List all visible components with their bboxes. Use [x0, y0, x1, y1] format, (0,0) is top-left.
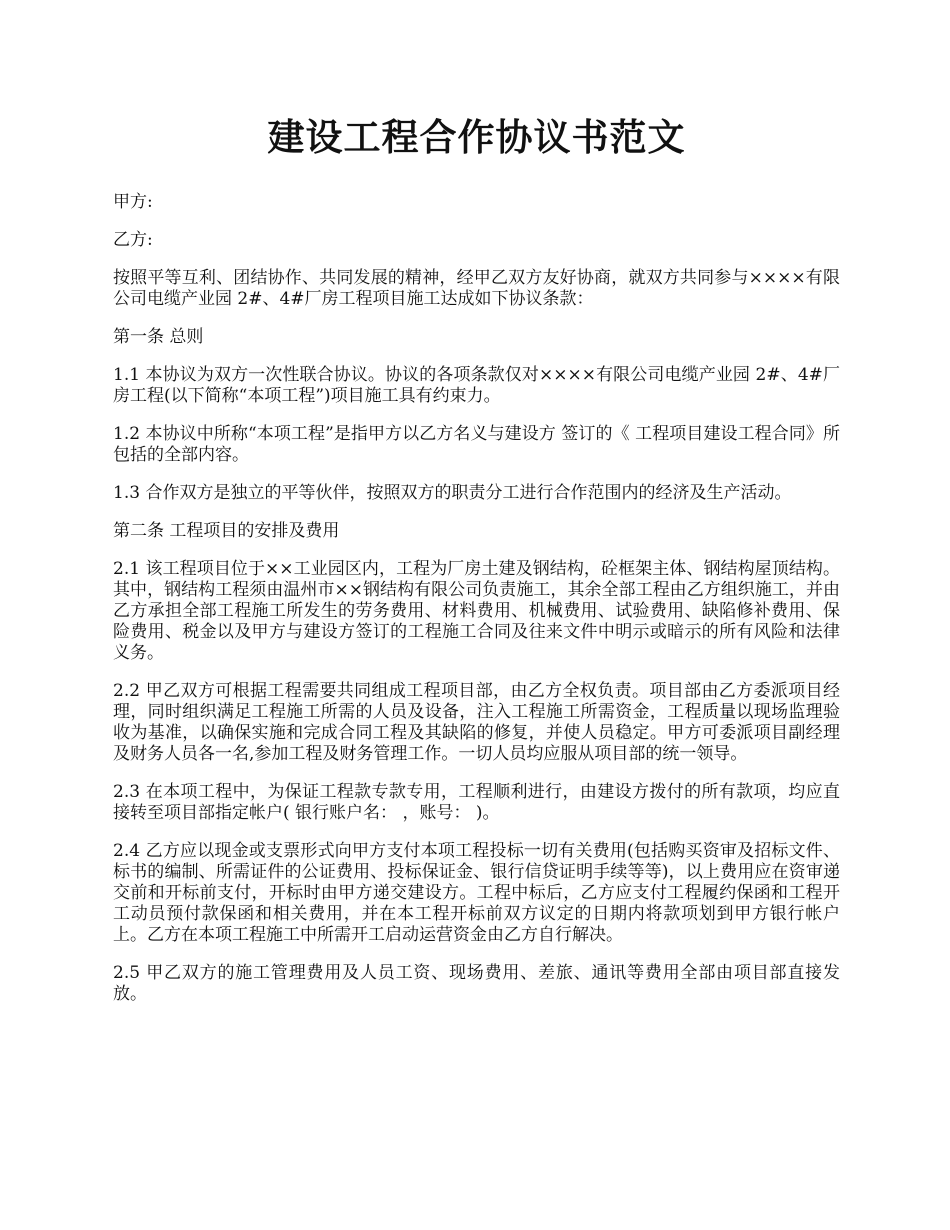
document-title: 建设工程合作协议书范文: [267, 115, 686, 159]
clause-1-2: 1.2 本协议中所称“本项工程”是指甲方以乙方名义与建设方 签订的《 工程项目建设工程合同》所包括的全部内容。: [113, 424, 840, 465]
clause-2-3: 2.3 在本项工程中，为保证工程款专款专用，工程顺利进行，由建设方拨付的所有款项，均应直接转至项目部指定帐户( 银行账户名： ，账号： )。: [113, 782, 840, 823]
clause-2-5: 2.5 甲乙双方的施工管理费用及人员工资、现场费用、差旅、通讯等费用全部由项目部直接发放。: [113, 963, 840, 1004]
clause-2-2: 2.2 甲乙双方可根据工程需要共同组成工程项目部，由乙方全权负责。项目部由乙方委派项目经理，同时组织满足工程施工所需的人员及设备，注入工程施工所需资金，工程质量以现场监理验收为基准，以确保实施和完成合同工程及其缺陷的修复，并使人员稳定。甲方可委派项目副经理及财务人员各一名,参加工程及财务管理工作。一切人员均应服从项目部的统一领导。: [113, 681, 840, 764]
clause-1-1: 1.1 本协议为双方一次性联合协议。协议的各项条款仅对××××有限公司电缆产业园 2#、4#厂房工程(以下简称“本项工程”)项目施工具有约束力。: [113, 365, 840, 406]
clause-2-1: 2.1 该工程项目位于××工业园区内，工程为厂房土建及钢结构，砼框架主体、钢结构屋顶结构。其中，钢结构工程须由温州市××钢结构有限公司负责施工，其余全部工程由乙方组织施工，并由乙方承担全部工程施工所发生的劳务费用、材料费用、机械费用、试验费用、缺陷修补费用、保险费用、税金以及甲方与建设方签订的工程施工合同及往来文件中明示或暗示的所有风险和法律义务。: [113, 559, 840, 663]
clause-1-3: 1.3 合作双方是独立的平等伙伴，按照双方的职责分工进行合作范围内的经济及生产活动。: [113, 483, 792, 503]
article-2-heading: 第二条 工程项目的安排及费用: [113, 521, 340, 541]
article-1-heading: 第一条 总则: [113, 327, 204, 347]
party-b-line: 乙方:: [113, 230, 153, 250]
document-page: [113, 108, 840, 1022]
preamble-paragraph: 按照平等互利、团结协作、共同发展的精神，经甲乙双方友好协商，就双方共同参与××××有限公司电缆产业园 2#、4#厂房工程项目施工达成如下协议条款：: [113, 268, 840, 309]
clause-2-4: 2.4 乙方应以现金或支票形式向甲方支付本项工程投标一切有关费用(包括购买资审及招标文件、标书的编制、所需证件的公证费用、投标保证金、银行信贷证明手续等等)，以上费用应在资审递交前和开标前支付，开标时由甲方递交建设方。工程中标后，乙方应支付工程履约保函和工程开工动员预付款保函和相关费用，并在本工程开标前双方议定的日期内将款项划到甲方银行帐户上。乙方在本项工程施工中所需开工启动运营资金由乙方自行解决。: [113, 841, 840, 945]
party-a-line: 甲方:: [113, 192, 153, 212]
